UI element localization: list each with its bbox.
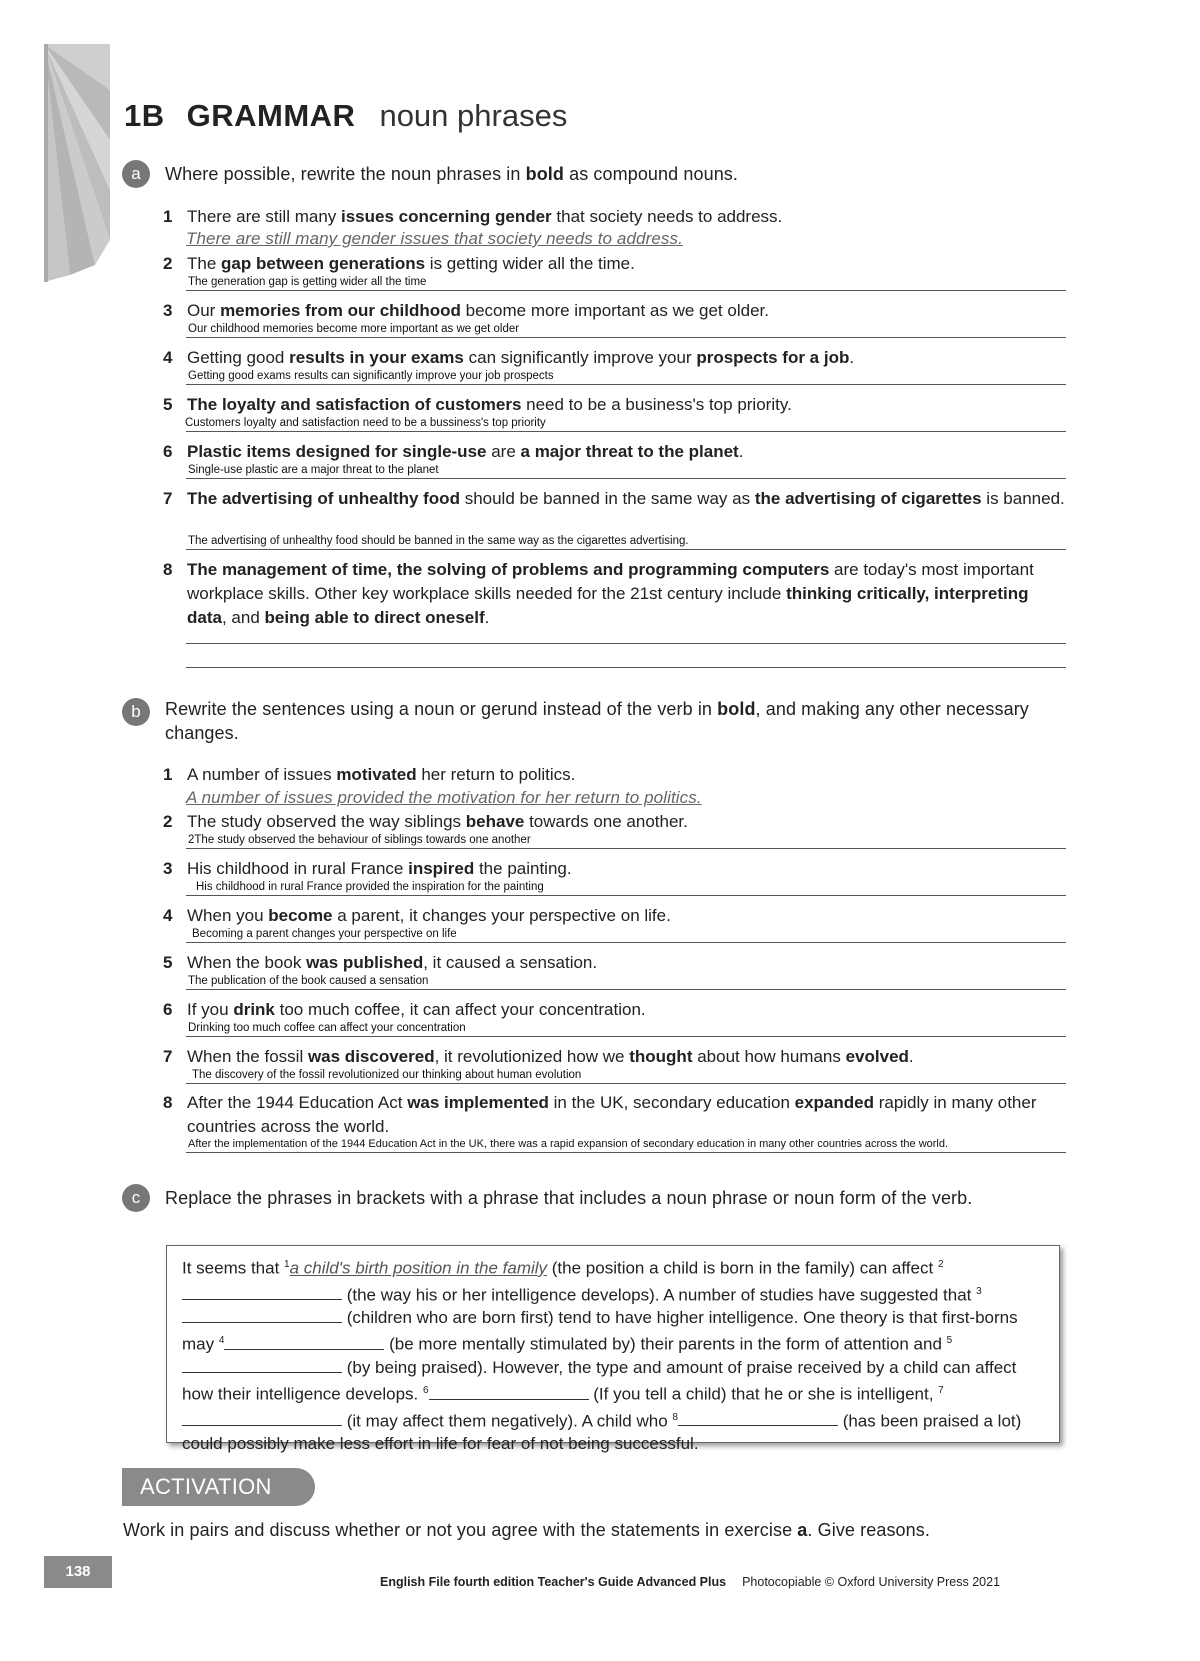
exercise-b-item-6: 6 If you drink too much coffee, it can affect your concentration. xyxy=(163,1000,646,1019)
footer-book-title: English File fourth edition Teacher's Guide Advanced Plus xyxy=(380,1575,727,1589)
gap-4-blank[interactable] xyxy=(224,1335,384,1350)
gap-5-blank[interactable] xyxy=(182,1358,342,1373)
gap-1-answer: a child's birth position in the family xyxy=(289,1258,548,1278)
lesson-topic: noun phrases xyxy=(379,98,568,133)
exercise-b-item-1: 1 A number of issues motivated her return to politics. xyxy=(163,765,576,784)
page-title xyxy=(124,98,567,134)
answer-line xyxy=(186,384,1066,385)
section-word: GRAMMAR xyxy=(186,98,356,133)
decorative-corner-graphic xyxy=(0,0,110,300)
answer-a-2[interactable]: The generation gap is getting wider all the time xyxy=(188,276,427,288)
exercise-a-item-4: 4 Getting good results in your exams can significantly improve your prospects for a job. xyxy=(163,348,855,367)
page-number: 138 xyxy=(44,1556,112,1588)
answer-line xyxy=(186,290,1066,291)
answer-a-3[interactable]: Our childhood memories become more important as we get older xyxy=(188,323,520,335)
exercise-c-paragraph: It seems that $^1$a child's birth position in the family (the position a child is born in the family) can affect $^2$ (the way his or her intelligence develops). A number of studies have suggested that $^3$ (children who are born first) tend to have higher intelligence. One theory is that first-borns may $^4$ (be more mentally stimulated by) their parents in the form of attention and $^5$ (by being praised). However, the type and amount of praise received by a child can affect how their intelligence develops. $^6$ (If you tell a child) that he or she is intelligent, $^7$ (it may affect them negatively). A child who $^8$ (has been praised a lot) could possibly make less effort in life for fear of not being successful. xyxy=(182,1258,1022,1454)
answer-b-4[interactable]: Becoming a parent changes your perspective on life xyxy=(192,928,457,940)
answer-b-8[interactable]: After the implementation of the 1944 Education Act in the UK, there was a rapid expansion of secondary education in many other countries across the world. xyxy=(188,1138,949,1150)
exercise-a-item-3: 3 Our memories from our childhood become more important as we get older. xyxy=(163,301,769,320)
answer-line xyxy=(186,478,1066,479)
lesson-code: 1B xyxy=(124,98,165,133)
activation-instruction: Work in pairs and discuss whether or not you agree with the statements in exercise a. Give reasons. xyxy=(123,1520,930,1540)
exercise-badge-b: b xyxy=(122,698,150,726)
exercise-b-example-answer: A number of issues provided the motivation for her return to politics. xyxy=(186,788,702,807)
answer-line xyxy=(186,1152,1066,1153)
exercise-a-item-1: 1 There are still many issues concerning gender that society needs to address. xyxy=(163,207,783,226)
answer-line xyxy=(186,989,1066,990)
exercise-b-instruction: Rewrite the sentences using a noun or gerund instead of the verb in bold, and making any other necessary changes. xyxy=(165,699,1029,743)
gap-8-blank[interactable] xyxy=(678,1411,838,1426)
exercise-a-item-6: 6 Plastic items designed for single-use are a major threat to the planet. xyxy=(163,442,744,461)
exercise-b-item-2: 2 The study observed the way siblings behave towards one another. xyxy=(163,812,688,831)
answer-b-7[interactable]: The discovery of the fossil revolutionized our thinking about human evolution xyxy=(192,1069,582,1081)
answer-b-3[interactable]: His childhood in rural France provided the inspiration for the painting xyxy=(196,881,544,893)
answer-b-5[interactable]: The publication of the book caused a sensation xyxy=(188,975,429,987)
footer xyxy=(380,1575,1000,1589)
answer-line xyxy=(186,431,1066,432)
gap-3-blank[interactable] xyxy=(182,1308,342,1323)
footer-copyright: Photocopiable © Oxford University Press 2021 xyxy=(742,1575,1001,1589)
exercise-c-text-box xyxy=(166,1245,1060,1454)
answer-a-6[interactable]: Single-use plastic are a major threat to the planet xyxy=(188,464,439,476)
exercise-b-item-5: 5 When the book was published, it caused a sensation. xyxy=(163,953,598,972)
answer-line xyxy=(186,848,1066,849)
exercise-b-item-8: 8 After the 1944 Education Act was implemented in the UK, secondary education expanded rapidly in many other countries across the world. xyxy=(163,1093,1037,1136)
answer-b-6[interactable]: Drinking too much coffee can affect your concentration xyxy=(188,1022,466,1034)
answer-line xyxy=(186,337,1066,338)
exercise-a-item-8: 8 The management of time, the solving of problems and programming computers are today's most important workplace skills. Other key workplace skills needed for the 21st century include thinking critically, interpreting data, and being able to direct oneself. xyxy=(163,560,1034,627)
exercise-a-item-5: 5 The loyalty and satisfaction of customers need to be a business's top priority. xyxy=(163,395,792,414)
answer-line xyxy=(186,895,1066,896)
exercise-a-example-answer: There are still many gender issues that society needs to address. xyxy=(186,229,683,248)
exercise-b-item-4: 4 When you become a parent, it changes your perspective on life. xyxy=(163,906,671,925)
answer-line xyxy=(186,1036,1066,1037)
answer-a-4[interactable]: Getting good exams results can significantly improve your job prospects xyxy=(188,370,554,382)
answer-line-a-8-second[interactable] xyxy=(186,667,1066,668)
answer-line-a-8-first[interactable] xyxy=(186,643,1066,644)
exercise-a-instruction: Where possible, rewrite the noun phrases in bold as compound nouns. xyxy=(165,164,739,184)
exercise-a-item-2: 2 The gap between generations is getting wider all the time. xyxy=(163,254,635,273)
answer-b-2[interactable]: 2The study observed the behaviour of siblings towards one another xyxy=(188,834,531,846)
exercise-badge-a: a xyxy=(122,160,150,188)
gap-6-blank[interactable] xyxy=(429,1385,589,1400)
answer-a-5[interactable]: Customers loyalty and satisfaction need to be a bussiness's top priority xyxy=(185,417,546,429)
answer-line xyxy=(186,942,1066,943)
answer-line xyxy=(186,549,1066,550)
exercise-a-item-7: 7 The advertising of unhealthy food should be banned in the same way as the advertising of cigarettes is banned. xyxy=(163,489,1065,508)
exercise-badge-c: c xyxy=(122,1184,150,1212)
gap-7-blank[interactable] xyxy=(182,1411,342,1426)
exercise-b-item-7: 7 When the fossil was discovered, it revolutionized how we thought about how humans evolved. xyxy=(163,1047,914,1066)
activation-banner: ACTIVATION xyxy=(122,1468,315,1506)
exercise-c-instruction: Replace the phrases in brackets with a phrase that includes a noun phrase or noun form of the verb. xyxy=(165,1188,973,1208)
answer-a-7[interactable]: The advertising of unhealthy food should be banned in the same way as the cigarettes advertising. xyxy=(188,535,689,547)
exercise-b-item-3: 3 His childhood in rural France inspired the painting. xyxy=(163,859,572,878)
answer-line xyxy=(186,1083,1066,1084)
gap-2-blank[interactable] xyxy=(182,1285,342,1300)
